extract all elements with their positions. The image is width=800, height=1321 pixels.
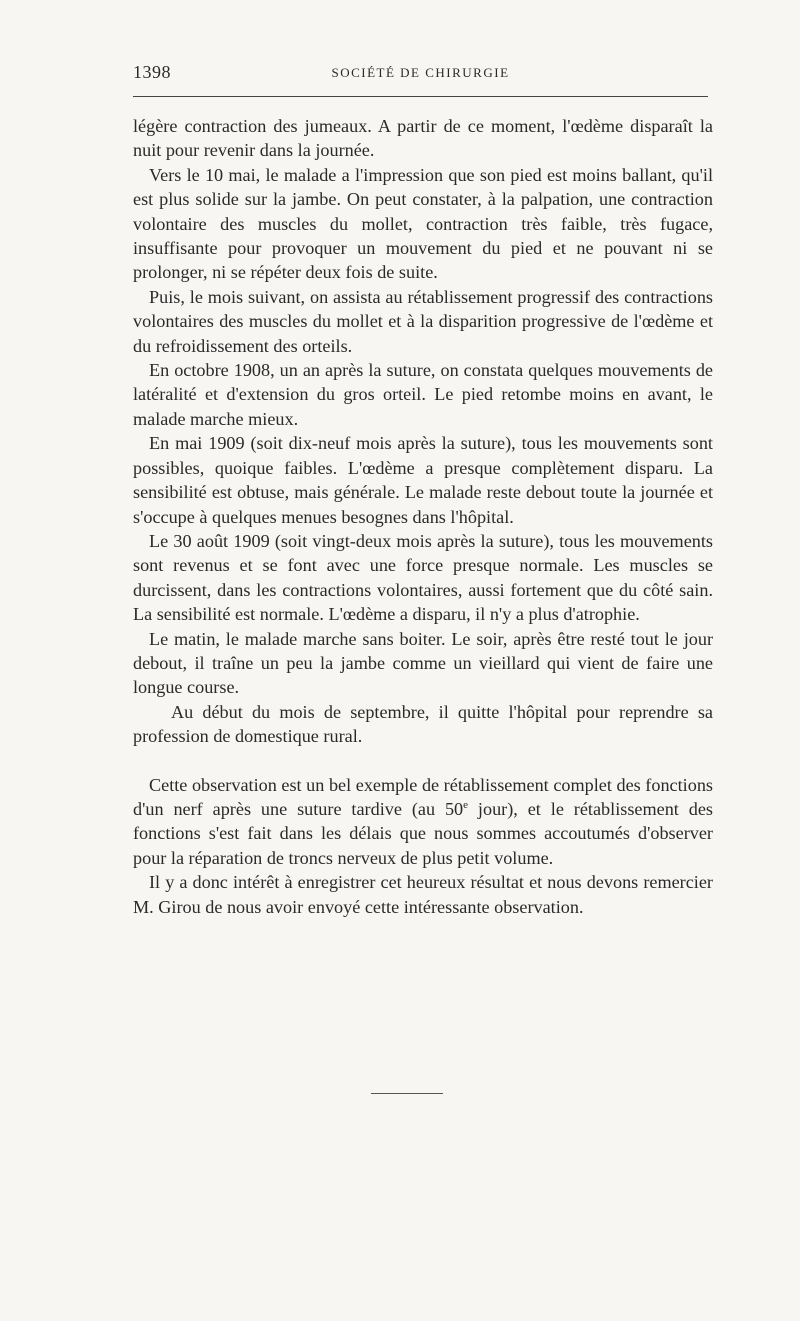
conclusion-paragraph [133, 773, 713, 871]
page-number: 1398 [133, 62, 171, 82]
ordinal-suffix: e [463, 798, 469, 811]
paragraph: Puis, le mois suivant, on assista au rétablissement progressif des contractions volontaires des muscles du mollet et à la disparition progressive de l'œdème et du refroidissement des orteils. [133, 286, 713, 356]
paragraph: En mai 1909 (soit dix-neuf mois après la suture), tous les mouvements sont possibles, quoique faibles. L'œdème a presque complètement disparu. La sensibilité est obtuse, mais générale. Le malade reste debout toute la journée et s'occupe à quelques menues besognes dans l'hôpital. [133, 433, 713, 527]
closing-paragraph: Il y a donc intérêt à enregistrer cet heureux résultat et nous devons remercier M. Girou de nous avoir envoyé cette intéressante observation. [133, 872, 713, 917]
ordinal-number: 50 [444, 798, 464, 819]
paragraph: Le 30 août 1909 (soit vingt-deux mois après la suture), tous les mouvements sont revenus et se font avec une force presque normale. Les muscles se durcissent, dans les contractions volontaires, aussi fortement que du côté sain. La sensibilité est normale. L'œdème a disparu, il n'y a plus d'atrophie. [133, 530, 713, 625]
paragraph: légère contraction des jumeaux. A partir de ce moment, l'œdème disparaît la nuit pour revenir dans la journée. [133, 116, 713, 161]
conclusion-text: jour), et le rétablissement des fonctions s'est fait dans les délais que nous sommes accoutumés d'observer pour la réparation de troncs nerveux de plus petit volume. [133, 798, 713, 868]
running-title: SOCIÉTÉ DE CHIRURGIE [331, 65, 510, 80]
paragraph: En octobre 1908, un an après la suture, on constata quelques mouvements de latéralité et d'extension du gros orteil. Le pied retombe moins en avant, le malade marche mieux. [133, 360, 713, 429]
header-rule [133, 96, 708, 97]
page-header [133, 62, 708, 86]
paragraph: Le matin, le malade marche sans boiter. Le soir, après être resté tout le jour debout, il traîne un peu la jambe comme un vieillard qui vient de faire une longue course. [133, 628, 713, 698]
end-rule [371, 1093, 443, 1094]
paragraph: Au début du mois de septembre, il quitte l'hôpital pour reprendre sa profession de domestique rural. [133, 701, 713, 747]
body-text [133, 114, 713, 919]
paragraph: Vers le 10 mai, le malade a l'impression que son pied est moins ballant, qu'il est plus solide sur la jambe. On peut constater, à la palpation, une contraction volontaire des muscles du mollet, contraction très faible, très fugace, insuffisante pour provoquer un mouvement du pied et ne pouvant ni se prolonger, ni se répéter deux fois de suite. [133, 164, 713, 283]
conclusion-text: Cette observation est un bel exemple de rétablissement complet des fonctions d'un nerf après une suture tardive (au [133, 774, 713, 819]
